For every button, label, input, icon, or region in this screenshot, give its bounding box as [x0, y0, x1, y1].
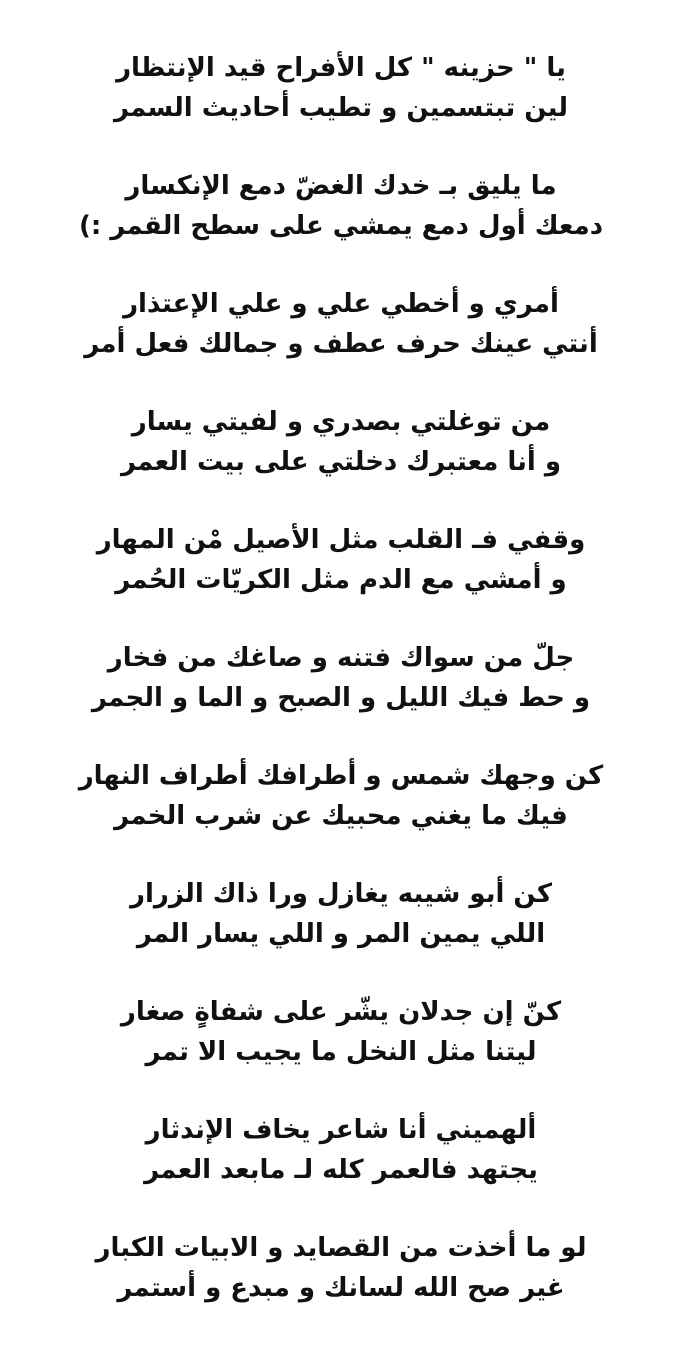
stanza-1 — [0, 48, 682, 128]
stanza-7 — [0, 756, 682, 836]
stanza-11 — [0, 1228, 682, 1308]
verse-line: يجتهد فالعمر كله لـ مابعد العمر — [144, 1155, 538, 1185]
stanza-4 — [0, 402, 682, 482]
verse-line: كنّ إن جدلان يشّر على شفاةٍ صغار — [120, 997, 562, 1027]
verse-line: وقفي فـ القلب مثل الأصيل مْن المهار — [96, 525, 586, 555]
stanza-8 — [0, 874, 682, 954]
verse-line: أنتي عينك حرف عطف و جمالك فعل أمر — [84, 329, 598, 359]
stanza-6 — [0, 638, 682, 718]
verse-line: جلّ من سواك فتنه و صاغك من فخار — [107, 643, 575, 673]
verse-line: من توغلتي بصدري و لفيتي يسار — [131, 407, 551, 437]
stanza-10 — [0, 1110, 682, 1190]
verse-line: يا " حزينه " كل الأفراح قيد الإنتظار — [116, 53, 566, 83]
verse-line: و حط فيك الليل و الصبح و الما و الجمر — [91, 683, 591, 713]
verse-line: كن وجهك شمس و أطرافك أطراف النهار — [78, 761, 604, 791]
verse-line: فيك ما يغني محبيك عن شرب الخمر — [114, 801, 568, 831]
verse-line: لو ما أخذت من القصايد و الابيات الكبار — [95, 1233, 587, 1263]
verse-line: ألهميني أنا شاعر يخاف الإندثار — [145, 1115, 537, 1145]
verse-line: غير صح الله لسانك و مبدع و أستمر — [117, 1273, 565, 1303]
stanza-9 — [0, 992, 682, 1072]
verse-line: و أمشي مع الدم مثل الكريّات الحُمر — [115, 565, 567, 595]
stanza-5 — [0, 520, 682, 600]
verse-line: أمري و أخطي علي و علي الإعتذار — [123, 289, 559, 319]
verse-line: كن أبو شيبه يغازل ورا ذاك الزرار — [130, 879, 552, 909]
verse-line: ما يليق بـ خدك الغضّ دمع الإنكسار — [125, 171, 557, 201]
verse-line: اللي يمين المر و اللي يسار المر — [136, 919, 546, 949]
stanza-2 — [0, 166, 682, 246]
verse-line: ليتنا مثل النخل ما يجيب الا تمر — [145, 1037, 537, 1067]
verse-line: دمعك أول دمع يمشي على سطح القمر :) — [78, 211, 604, 241]
verse-line: و أنا معتبرك دخلتي على بيت العمر — [120, 447, 562, 477]
poem — [0, 48, 682, 1346]
verse-line: لين تبتسمين و تطيب أحاديث السمر — [113, 93, 569, 123]
stanza-3 — [0, 284, 682, 364]
